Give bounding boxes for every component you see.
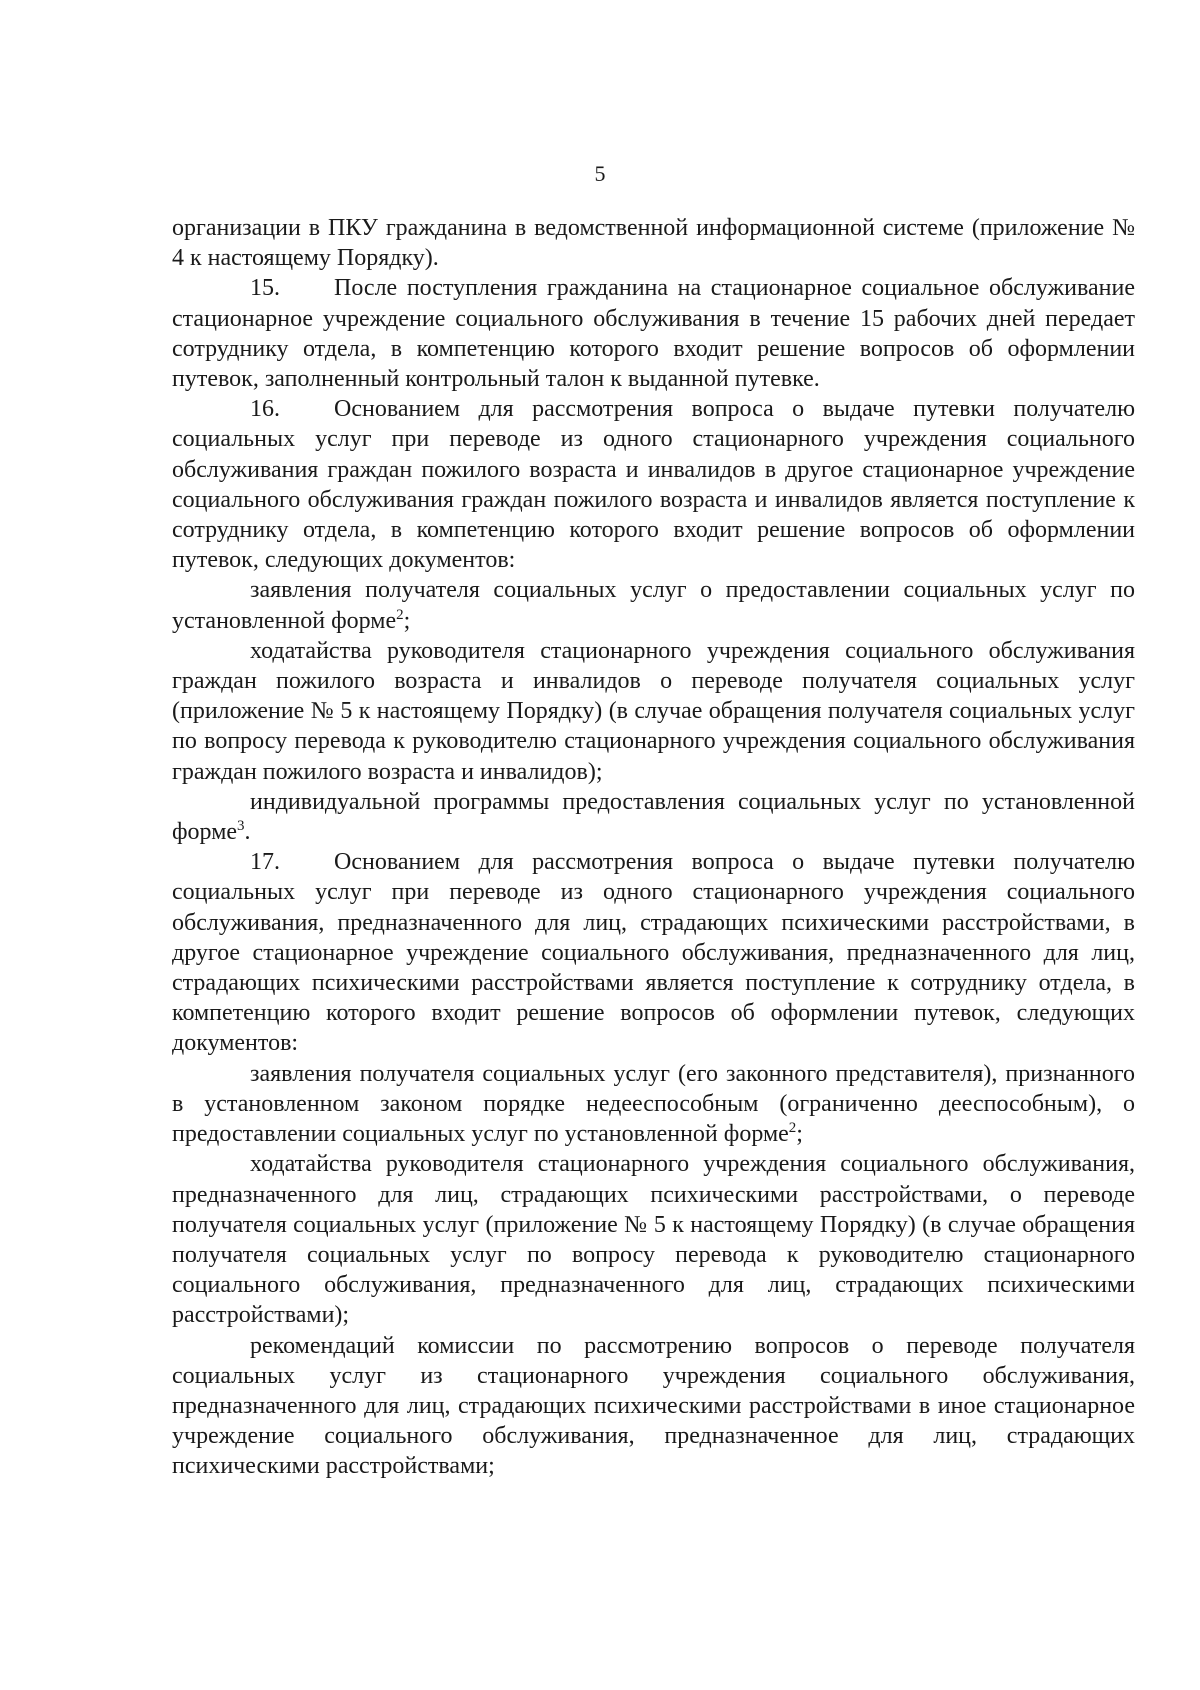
- paragraph-17: [172, 847, 1135, 1058]
- paragraph-text: заявления получателя социальных услуг (его законного представителя), признанного в установленном законом порядке недееспособным (ограниченно дееспособным), о предоставлении социальных услуг по установленной форме: [172, 1060, 1135, 1148]
- paragraph-text: индивидуальной программы предоставления социальных услуг по установленной форме: [172, 788, 1135, 846]
- paragraph-16: [172, 394, 1135, 575]
- paragraph-text: рекомендаций комиссии по рассмотрению вопросов о переводе получателя социальных услуг из стационарного учреждения социального обслуживания, предназначенного для лиц, страдающих психическими расстройствами в иное стационарное учреждение социального обслуживания, предназначенное для лиц, страдающих психическими расстройствами;: [172, 1332, 1135, 1480]
- paragraph-punct: ;: [403, 607, 411, 634]
- paragraph-15: [172, 273, 1135, 394]
- list-item-commission-recommendations: [172, 1331, 1135, 1482]
- list-item-petition-psychiatric: [172, 1149, 1135, 1330]
- paragraph-text: Основанием для рассмотрения вопроса о выдаче путевки получателю социальных услуг при переводе из одного стационарного учреждения социального обслуживания, предназначенного для лиц, страдающих психическими расстройствами, в другое стационарное учреждение социального обслуживания, предназначенного для лиц, страдающих психическими расстройствами является поступление к сотруднику отдела, в компетенцию которого входит решение вопросов об оформлении путевок, следующих документов:: [172, 849, 1135, 1057]
- document-body: [172, 213, 1135, 1482]
- paragraph-text: Основанием для рассмотрения вопроса о выдаче путевки получателю социальных услуг при переводе из одного стационарного учреждения социального обслуживания граждан пожилого возраста и инвалидов в другое стационарное учреждение социального обслуживания граждан пожилого возраста и инвалидов является поступление к сотруднику отдела, в компетенцию которого входит решение вопросов об оформлении путевок, следующих документов:: [172, 396, 1135, 574]
- paragraph-punct: ;: [796, 1121, 803, 1148]
- paragraph-number: 15.: [250, 275, 280, 302]
- footnote-ref: 2: [396, 606, 404, 623]
- list-item-application-guardian: [172, 1059, 1135, 1150]
- paragraph-text: После поступления гражданина на стационарное социальное обслуживание стационарное учреждение социального обслуживания в течение 15 рабочих дней передает сотруднику отдела, в компетенцию которого входит решение вопросов об оформлении путевок, заполненный контрольный талон к выданной путевке.: [172, 275, 1135, 393]
- list-item-petition: [172, 636, 1135, 787]
- paragraph-text: ходатайства руководителя стационарного учреждения социального обслуживания граждан пожилого возраста и инвалидов о переводе получателя социальных услуг (приложение № 5 к настоящему Порядку) (в случае обращения получателя социальных услуг по вопросу перевода к руководителю стационарного учреждения социального обслуживания граждан пожилого возраста и инвалидов);: [172, 637, 1135, 785]
- paragraph-text: организации в ПКУ гражданина в ведомственной информационной системе (приложение № 4 к настоящему Порядку).: [172, 215, 1135, 272]
- paragraph-continuation: [172, 213, 1135, 273]
- paragraph-text: заявления получателя социальных услуг о предоставлении социальных услуг по установленной форме: [172, 577, 1135, 634]
- paragraph-text: ходатайства руководителя стационарного учреждения социального обслуживания, предназначенного для лиц, страдающих психическими расстройствами, о переводе получателя социальных услуг (приложение № 5 к настоящему Порядку) (в случае обращения получателя социальных услуг по вопросу перевода к руководителю стационарного социального обслуживания, предназначенного для лиц, страдающих психическими расстройствами);: [172, 1151, 1135, 1329]
- paragraph-number: 16.: [250, 396, 280, 423]
- paragraph-punct: .: [244, 819, 251, 846]
- paragraph-number: 17.: [250, 849, 280, 876]
- list-item-application: [172, 575, 1135, 635]
- footnote-ref: 3: [237, 818, 245, 835]
- footnote-ref: 2: [788, 1120, 797, 1137]
- page-number: 5: [594, 161, 606, 186]
- list-item-program: [172, 787, 1135, 847]
